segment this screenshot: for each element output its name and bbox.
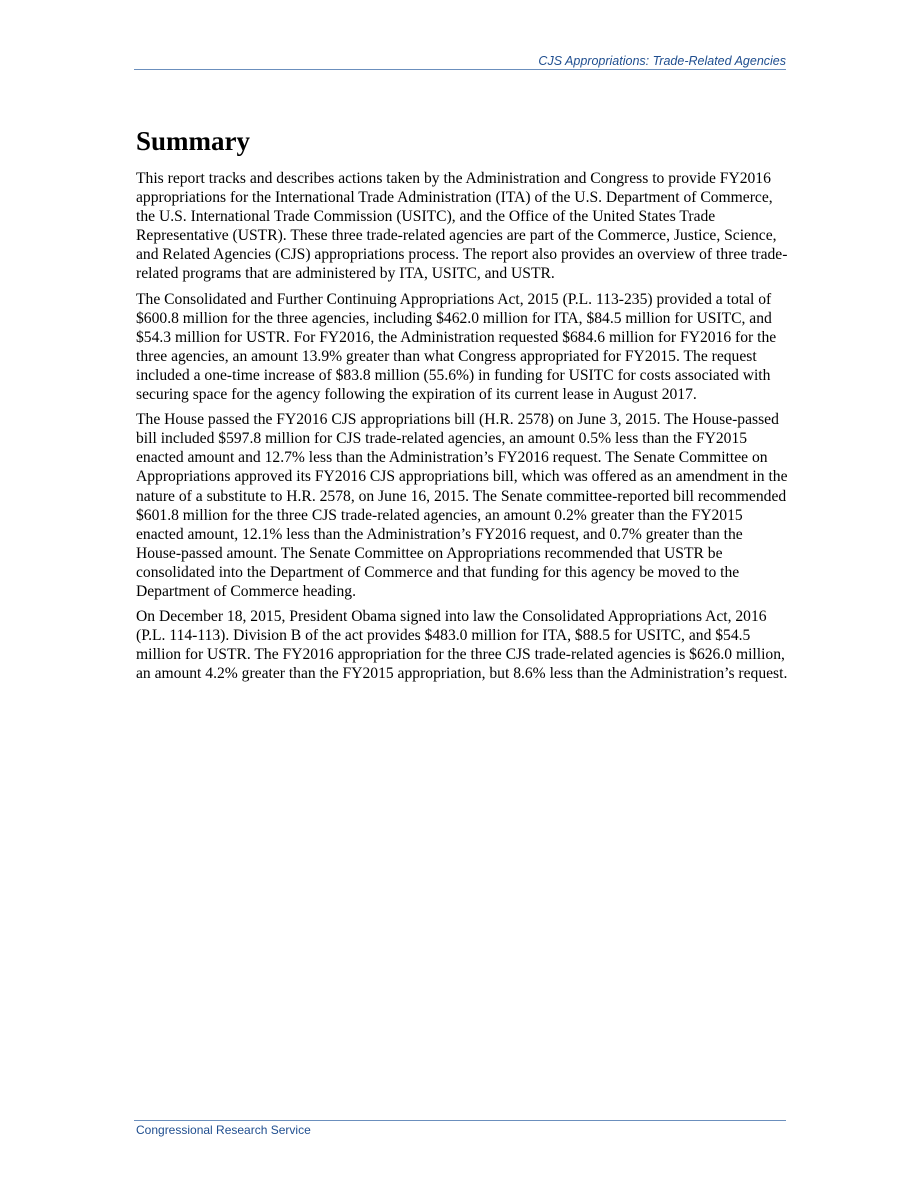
- footer-organization: Congressional Research Service: [136, 1123, 311, 1137]
- summary-heading: Summary: [136, 126, 250, 156]
- summary-paragraph-3: The House passed the FY2016 CJS appropriations bill (H.R. 2578) on June 3, 2015. The House-passed bill included $597.8 million for CJS trade-related agencies, an amount 0.5% less than the FY2015 enacted amount and 12.7% less than the Administration’s FY2016 request. The Senate Committee on Appropriations approved its FY2016 CJS appropriations bill, which was offered as an amendment in the nature of a substitute to H.R. 2578, on June 16, 2015. The Senate committee-reported bill recommended $601.8 million for the three CJS trade-related agencies, an amount 0.2% greater than the FY2015 enacted amount, 12.1% less than the Administration’s FY2016 request, and 0.7% greater than the House-passed amount. The Senate Committee on Appropriations recommended that USTR be consolidated into the Department of Commerce and that funding for this agency be moved to the Department of Commerce heading.: [136, 411, 788, 600]
- footer-divider: [134, 1120, 786, 1121]
- summary-paragraph-2: The Consolidated and Further Continuing Appropriations Act, 2015 (P.L. 113-235) provided a total of $600.8 million for the three agencies, including $462.0 million for ITA, $84.5 million for USITC, and $54.3 million for USTR. For FY2016, the Administration requested $684.6 million for FY2016 for the three agencies, an amount 13.9% greater than what Congress appropriated for FY2015. The request included a one-time increase of $83.8 million (55.6%) in funding for USITC for costs associated with securing space for the agency following the expiration of its current lease in August 2017.: [136, 290, 777, 404]
- header-divider: [134, 69, 786, 70]
- summary-paragraph-4: On December 18, 2015, President Obama signed into law the Consolidated Appropriations Act, 2016 (P.L. 114-113). Division B of the act provides $483.0 million for ITA, $88.5 for USITC, and $54.5 million for USTR. The FY2016 appropriation for the three CJS trade-related agencies is $626.0 million, an amount 4.2% greater than the FY2015 appropriation, but 8.6% less than the Administration’s request.: [136, 608, 788, 683]
- running-header-title: CJS Appropriations: Trade-Related Agencies: [538, 54, 786, 68]
- summary-section: [136, 123, 788, 689]
- summary-paragraph-1: This report tracks and describes actions taken by the Administration and Congress to provide FY2016 appropriations for the International Trade Administration (ITA) of the U.S. Department of Commerce, the U.S. International Trade Commission (USITC), and the Office of the United States Trade Representative (USTR). These three trade-related agencies are part of the Commerce, Justice, Science, and Related Agencies (CJS) appropriations process. The report also provides an overview of three trade-related programs that are administered by ITA, USITC, and USTR.: [136, 170, 788, 283]
